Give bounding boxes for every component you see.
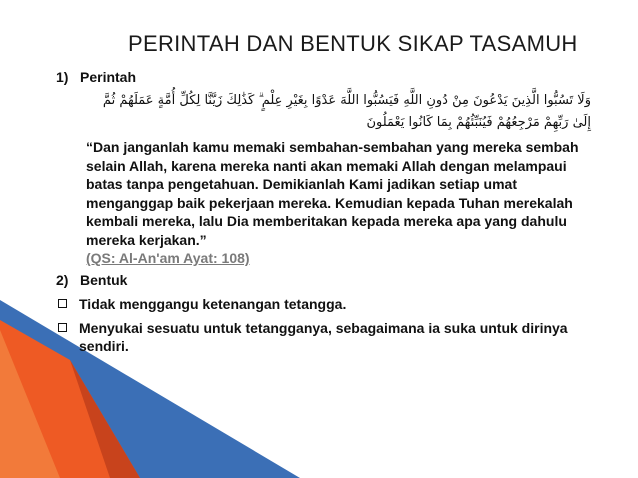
section-number: 2) — [56, 272, 69, 288]
section-heading: Bentuk — [80, 272, 128, 288]
square-bullet-icon — [58, 299, 67, 308]
section-number: 1) — [56, 69, 69, 85]
slide-title: PERINTAH DAN BENTUK SIKAP TASAMUH — [128, 31, 578, 56]
square-bullet-icon — [58, 323, 67, 332]
verse-reference-link[interactable]: (QS: Al-An'am Ayat: 108) — [86, 250, 250, 266]
verse-translation: “Dan janganlah kamu memaki sembahan-sembahan yang mereka sembah selain Allah, karena mereka nanti akan memaki Allah dengan melampaui batas tanpa pengetahuan. Demikianlah Kami jadikan setiap umat menganggap baik pekerjaan mereka. Kemudian kepada Tuhan merekalah kembali mereka, lalu Dia memberitakan kepada mereka apa yang dahulu mereka kerjakan.” — [86, 139, 579, 248]
bullet-item — [56, 319, 601, 355]
arabic-verse — [86, 90, 591, 134]
section-bentuk-heading — [56, 271, 601, 289]
bullet-text: Tidak menggangu ketenangan tetangga. — [79, 296, 347, 312]
slide-content — [56, 68, 601, 355]
section-perintah-heading — [56, 68, 601, 86]
bullet-item — [56, 295, 601, 313]
bullet-text: Menyukai sesuatu untuk tetangganya, sebagaimana ia suka untuk dirinya sendiri. — [79, 320, 568, 354]
arabic-verse-line-1: وَلَا تَسُبُّوا الَّذِينَ يَدْعُونَ مِنْ دُونِ اللَّهِ فَيَسُبُّوا اللَّهَ عَدْوًا بِغَيْرِ عِلْمٍ ۗ كَذَٰلِكَ زَيَّنَّا لِكُلِّ أُمَّةٍ عَمَلَهُمْ ثُمَّ — [102, 93, 591, 108]
section-heading: Perintah — [80, 69, 137, 85]
arabic-verse-line-2: إِلَىٰ رَبِّهِمْ مَرْجِعُهُمْ فَيُنَبِّئُهُمْ بِمَا كَانُوا يَعْمَلُونَ — [366, 115, 591, 130]
